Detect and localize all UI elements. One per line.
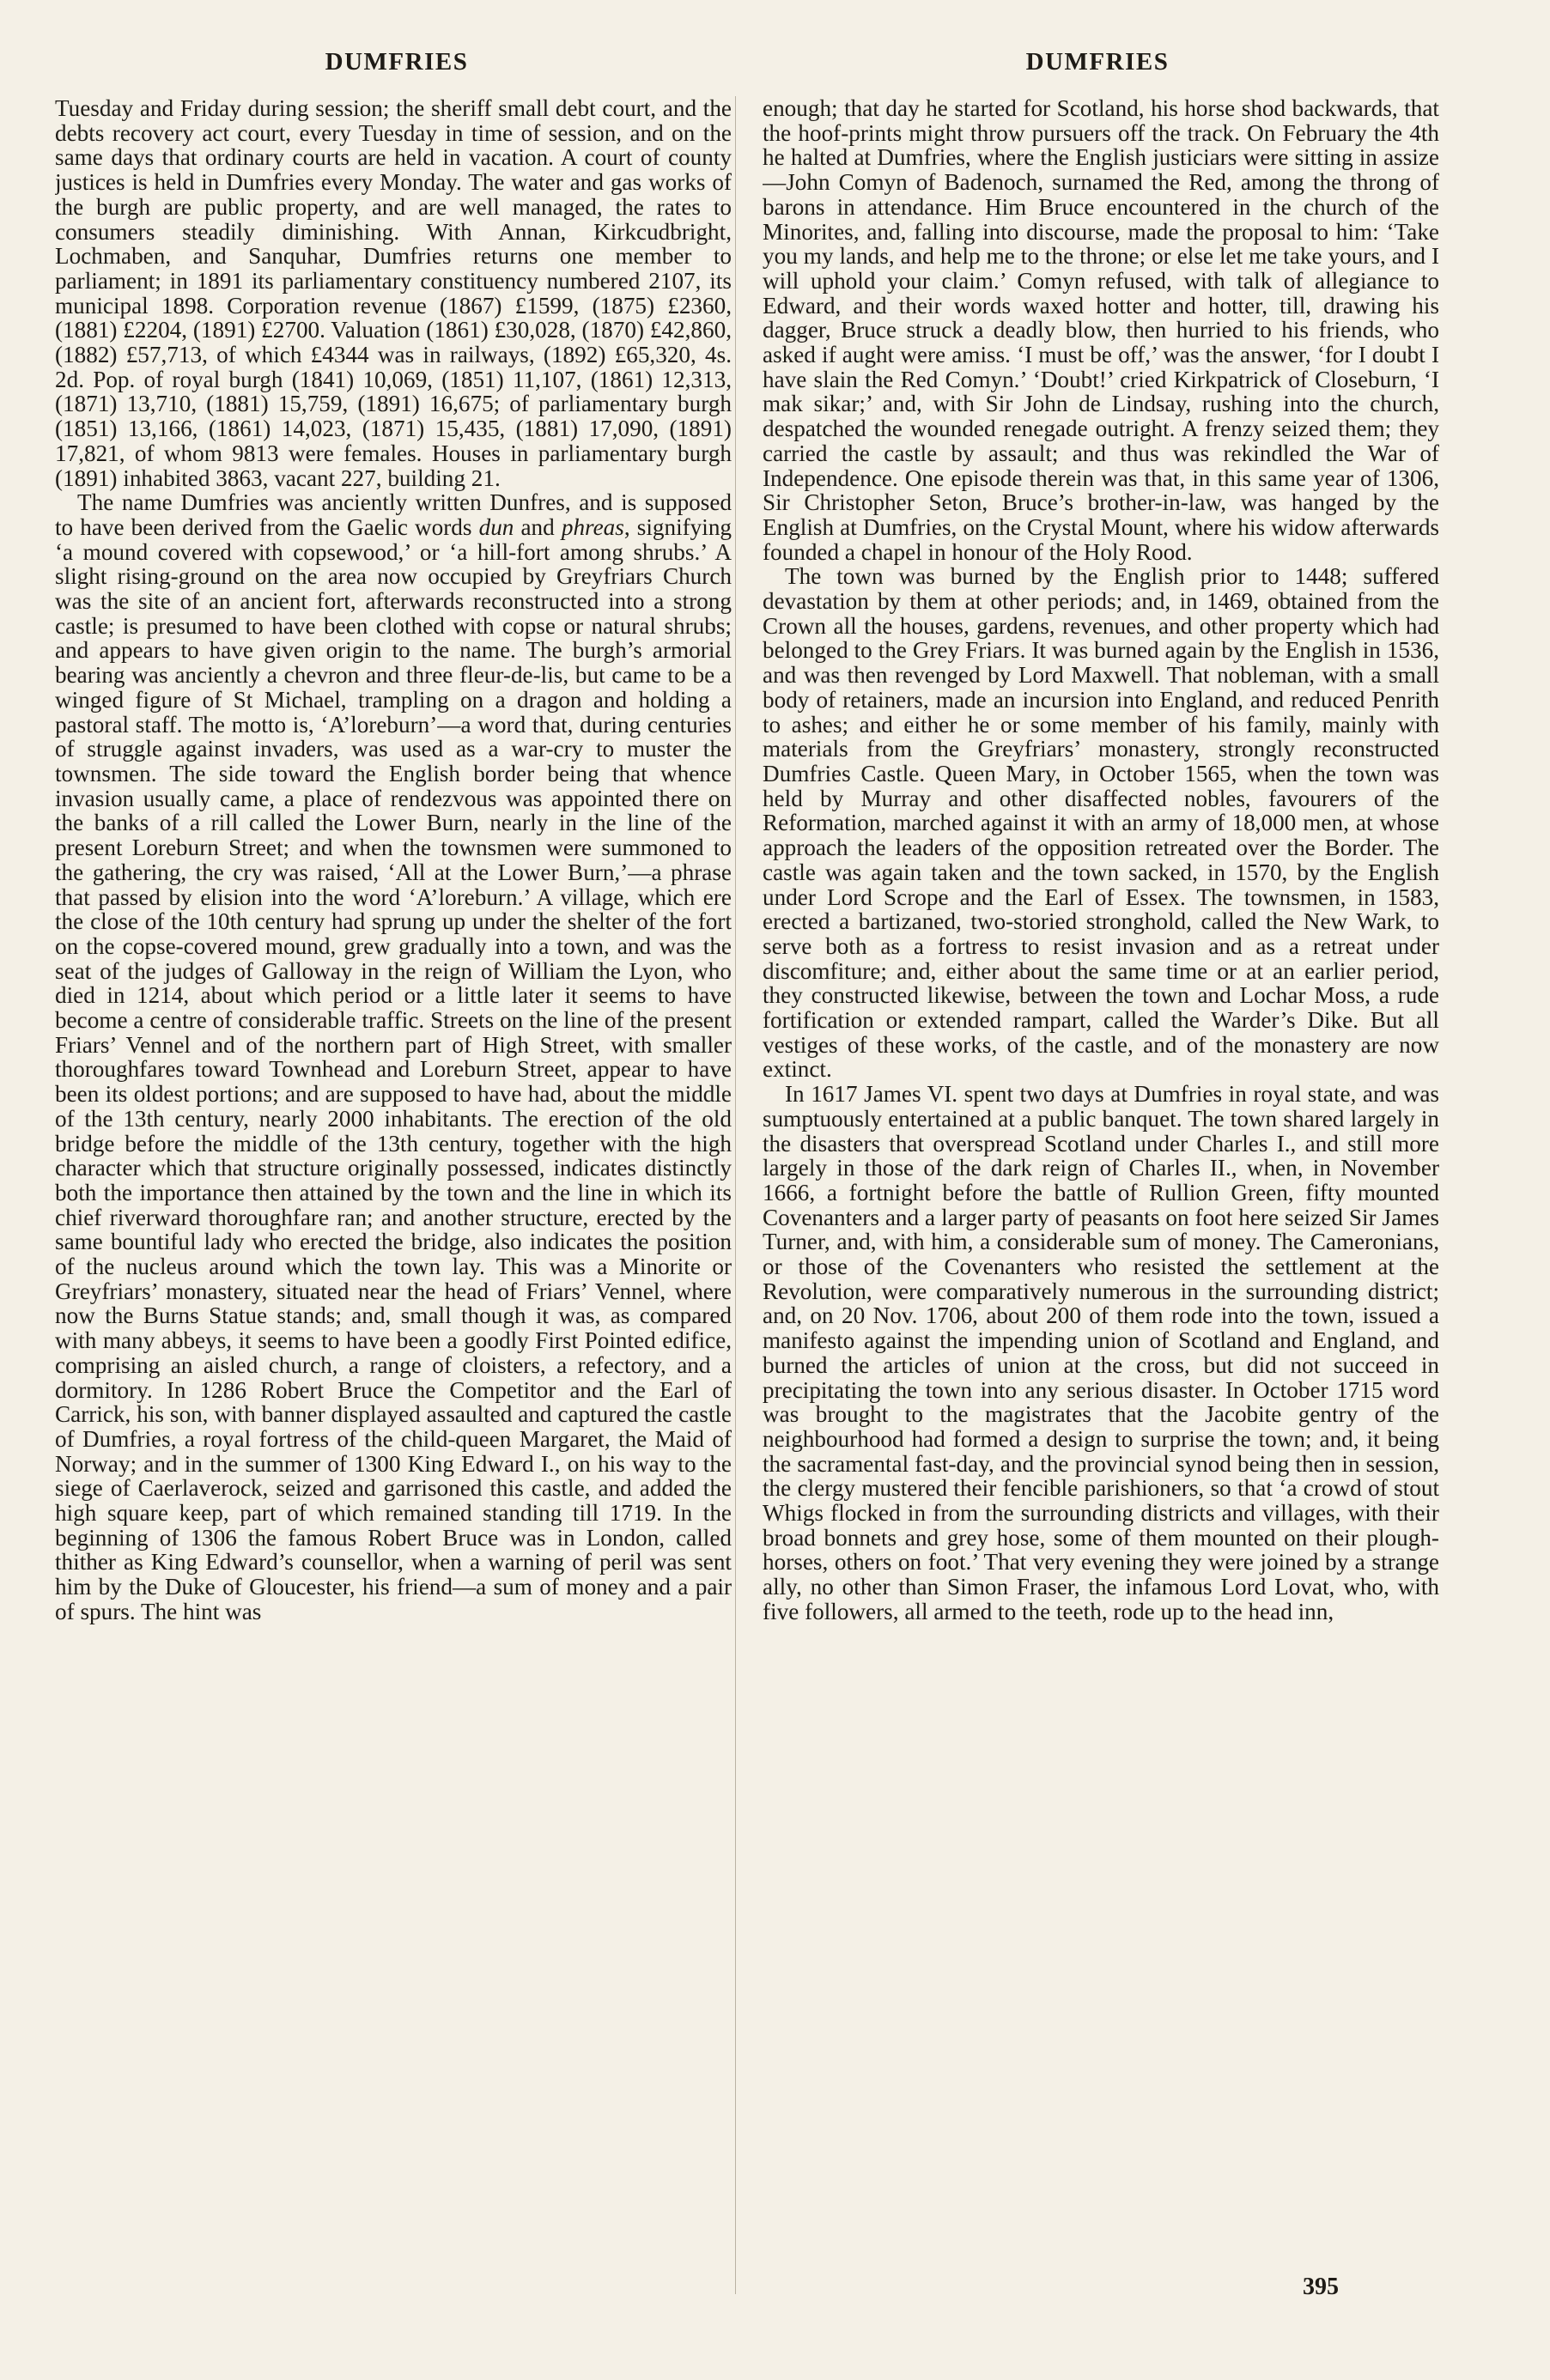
text-run: The name Dumfries was anciently written Dunfres, and is supposed to have been derived from the Gaelic words bbox=[55, 489, 732, 540]
running-head-right: DUMFRIES bbox=[1025, 48, 1170, 76]
left-column bbox=[55, 96, 732, 2294]
paragraph: Tuesday and Friday during session; the sheriff small debt court, and the debts recovery act court, every Tuesday in time of session, and on the same days that ordinary courts are held in vacation. A court of county justices is held in Dumfries every Monday. The water and gas works of the burgh are public property, and are well managed, the rates to consumers steadily diminishing. With Annan, Kirkcudbright, Lochmaben, and Sanquhar, Dumfries returns one member to parliament; in 1891 its parliamentary constituency numbered 2107, its municipal 1898. Corporation revenue (1867) £1599, (1875) £2360, (1881) £2204, (1891) £2700. Valuation (1861) £30,028, (1870) £42,860, (1882) £57,713, of which £4344 was in railways, (1892) £65,320, 4s. 2d. Pop. of royal burgh (1841) 10,069, (1851) 11,107, (1861) 12,313, (1871) 13,710, (1881) 15,759, (1891) 16,675; of parliamentary burgh (1851) 13,166, (1861) 14,023, (1871) 15,435, (1881) 17,090, (1891) 17,821, of whom 9813 were females. Houses in parliamentary burgh (1891) inhabited 3863, vacant 227, building 21. bbox=[55, 96, 732, 491]
running-head-left: DUMFRIES bbox=[325, 48, 469, 76]
text-run: and bbox=[514, 513, 562, 540]
paragraph: enough; that day he started for Scotland, his horse shod backwards, that the hoof-prints might throw pursuers off the track. On February the 4th he halted at Dumfries, where the English justiciars were sitting in assize—John Comyn of Badenoch, surnamed the Red, among the throng of barons in attendance. Him Bruce encountered in the church of the Minorites, and, falling into discourse, made the proposal to him: ‘Take you my lands, and help me to the throne; or else let me take yours, and I will uphold your claim.’ Comyn refused, with talk of allegiance to Edward, and their words waxed hotter and hotter, till, drawing his dagger, Bruce struck a deadly blow, then hurried to his friends, who asked if aught were amiss. ‘I must be off,’ was the answer, ‘for I doubt I have slain the Red Comyn.’ ‘Doubt!’ cried Kirkpatrick of Closeburn, ‘I mak sikar;’ and, with Sir John de Lindsay, rushing into the church, despatched the wounded renegade outright. A frenzy seized them; they carried the castle by assault; and thus was rekindled the War of Independence. One episode therein was that, in this same year of 1306, Sir Christopher Seton, Bruce’s brother-in-law, was hanged by the English at Dumfries, on the Crystal Mount, where his widow afterwards founded a chapel in honour of the Holy Rood. bbox=[763, 96, 1439, 565]
paragraph: The town was burned by the English prior to 1448; suffered devastation by them at other periods; and, in 1469, obtained from the Crown all the houses, gardens, revenues, and other property which had belonged to the Grey Friars. It was burned again by the English in 1536, and was then revenged by Lord Maxwell. That nobleman, with a small body of retainers, made an incursion into England, and reduced Penrith to ashes; and either he or some member of his family, mainly with materials from the Greyfriars’ monastery, strongly reconstructed Dumfries Castle. Queen Mary, in October 1565, when the town was held by Murray and other disaffected nobles, favourers of the Reformation, marched against it with an army of 18,000 men, at whose approach the leaders of the opposition retreated over the Border. The castle was again taken and the town sacked, in 1570, by the English under Lord Scrope and the Earl of Essex. The townsmen, in 1583, erected a bartizaned, two-storied stronghold, called the New Wark, to serve both as a fortress to resist invasion and as a retreat under discomfiture; and, either about the same time or at an earlier period, they constructed likewise, between the town and Lochar Moss, a rude fortification or extended rampart, called the Warder’s Dike. But all vestiges of these works, of the castle, and of the monastery are now extinct. bbox=[763, 563, 1439, 1083]
italic-word: dun bbox=[478, 513, 514, 540]
column-divider bbox=[735, 96, 736, 2294]
text-run: , signifying ‘a mound covered with copsewood,’ or ‘a hill-fort among shrubs.’ A slight rising-ground on the area now occupied by Greyfriars Church was the site of an ancient fort, afterwards reconstructed into a strong castle; is presumed to have been clothed with copse or natural shrubs; and appears to have given origin to the name. The burgh’s armorial bearing was anciently a chevron and three fleur-de-lis, but came to be a winged figure of St Michael, trampling on a dragon and holding a pastoral staff. The motto is, ‘A’loreburn’—a word that, during centuries of struggle against invaders, was used as a war-cry to muster the townsmen. The side toward the English border being that whence invasion usually came, a place of rendezvous was appointed there on the banks of a rill called the Lower Burn, nearly in the line of the present Loreburn Street; and when the townsmen were summoned to the gathering, the cry was raised, ‘All at the Lower Burn,’—a phrase that passed by elision into the word ‘A’loreburn.’ A village, which ere the close of the 10th century had sprung up under the shelter of the fort on the copse-covered mound, grew gradually into a town, and was the seat of the judges of Galloway in the reign of William the Lyon, who died in 1214, about which period or a little later it seems to have become a centre of considerable traffic. Streets on the line of the present Friars’ Vennel and of the northern part of High Street, with smaller thoroughfares toward Townhead and Loreburn Street, appear to have been its oldest portions; and are supposed to have had, about the middle of the 13th century, nearly 2000 inhabitants. The erection of the old bridge before the middle of the 13th century, together with the high character which that structure originally possessed, indicates distinctly both the importance then attained by the town and the line in which its chief riverward thoroughfare ran; and another structure, erected by the same bountiful lady who erected the bridge, also indicates the position of the nucleus around which the town lay. This was a Minorite or Greyfriars’ monastery, situated near the head of Friars’ Vennel, where now the Burns Statue stands; and, small though it was, as compared with many abbeys, it seems to have been a goodly First Pointed edifice, comprising an aisled church, a range of cloisters, a refectory, and a dormitory. In 1286 Robert Bruce the Competitor and the Earl of Carrick, his son, with banner displayed assaulted and captured the castle of Dumfries, a royal fortress of the child-queen Margaret, the Maid of Norway; and in the summer of 1300 King Edward I., on his way to the siege of Caerlaverock, seized and garrisoned this castle, and added the high square keep, part of which remained standing till 1719. In the beginning of 1306 the famous Robert Bruce was in London, called thither as King Edward’s counsellor, when a warning of peril was sent him by the Duke of Gloucester, his friend—a sum of money and a pair of spurs. The hint was bbox=[55, 513, 732, 1624]
italic-word: phreas bbox=[561, 513, 624, 540]
right-column bbox=[763, 96, 1439, 2294]
paragraph bbox=[55, 490, 732, 1624]
paragraph: In 1617 James VI. spent two days at Dumfries in royal state, and was sumptuously entertained at a public banquet. The town shared largely in the disasters that overspread Scotland under Charles I., and still more largely in those of the dark reign of Charles II., when, in November 1666, a fortnight before the battle of Rullion Green, fifty mounted Covenanters and a larger party of peasants on foot here seized Sir James Turner, and, with him, a considerable sum of money. The Cameronians, or those of the Covenanters who resisted the settlement at the Revolution, were comparatively numerous in the surrounding district; and, on 20 Nov. 1706, about 200 of them rode into the town, issued a manifesto against the impending union of Scotland and England, and burned the articles of union at the cross, but did not succeed in precipitating the town into any serious disaster. In October 1715 word was brought to the magistrates that the Jacobite gentry of the neighbourhood had formed a design to surprise the town; and, it being the sacramental fast-day, and the provincial synod being then in session, the clergy mustered their fencible parishioners, so that ‘a crowd of stout Whigs flocked in from the surrounding districts and villages, with their broad bonnets and grey hose, some of them mounted on their plough-horses, others on foot.’ That very evening they were joined by a strange ally, no other than Simon Fraser, the infamous Lord Lovat, who, with five followers, all armed to the teeth, rode up to the head inn, bbox=[763, 1081, 1439, 1624]
page-number: 395 bbox=[1303, 2274, 1339, 2300]
